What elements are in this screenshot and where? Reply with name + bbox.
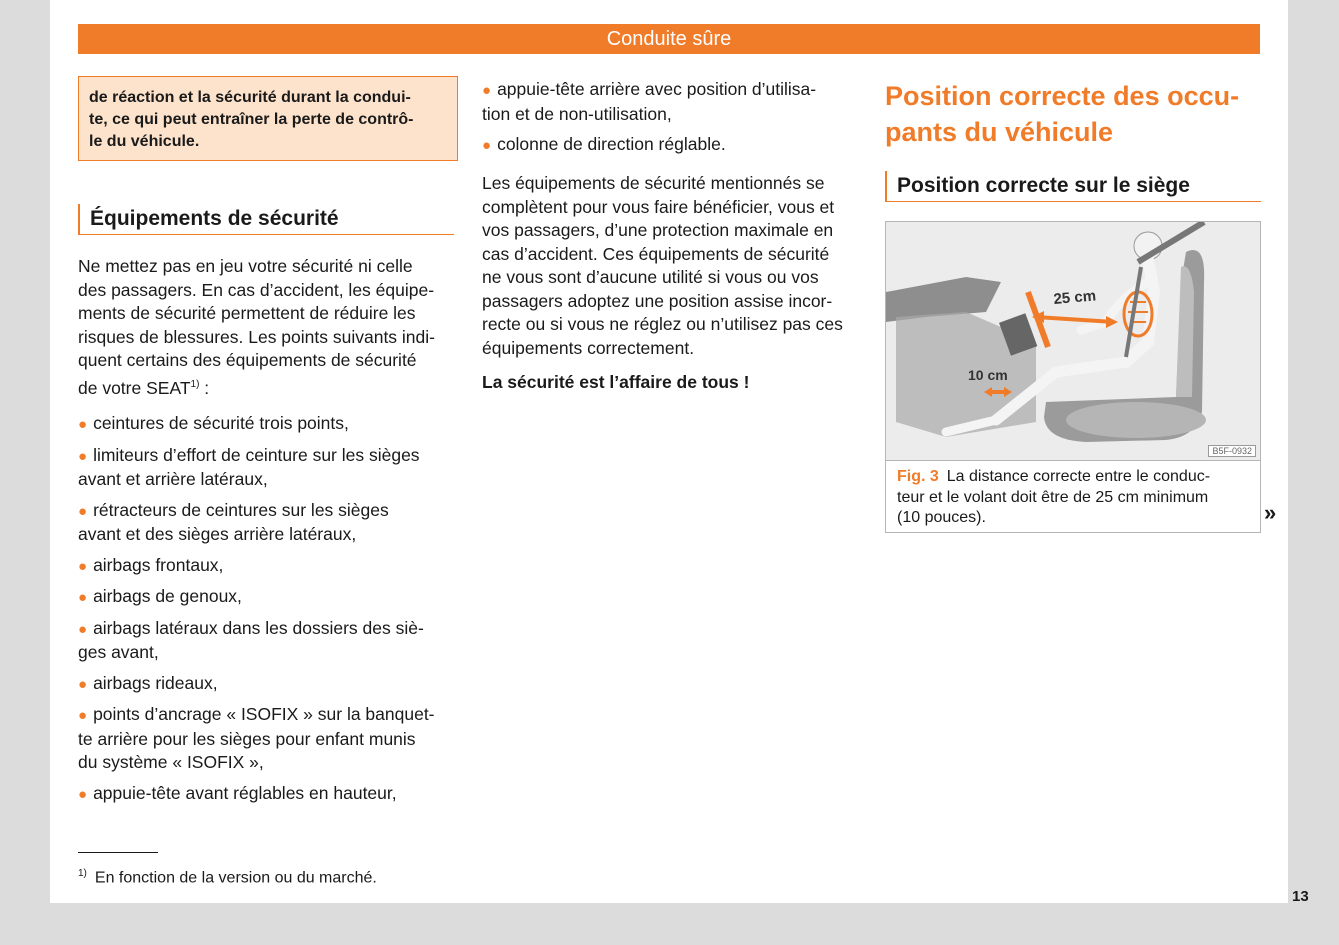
list-item-text: appuie-tête arrière avec position d’utilisa- — [497, 79, 817, 99]
list-item-text: airbags de genoux, — [93, 586, 242, 606]
list-item-text: airbags rideaux, — [93, 672, 218, 693]
list-item-text: airbags latéraux dans les dossiers des siè- — [93, 617, 424, 638]
list-item-text: te arrière pour les sièges pour enfant munis — [78, 728, 416, 749]
bullet-icon: ● — [78, 675, 88, 693]
bullet-icon: ● — [78, 707, 88, 724]
footnote-divider — [78, 852, 158, 853]
footnote-text: En fonction de la version ou du marché. — [94, 869, 377, 887]
text-line: ne vous sont d’aucune utilité si vous ou vos — [482, 267, 819, 287]
caption-line: teur et le volant doit être de 25 cm minimum — [897, 488, 1209, 506]
section-title: Équipements de sécurité — [78, 204, 454, 235]
list-item — [78, 412, 458, 437]
list-item — [482, 133, 862, 158]
list-item-text: limiteurs d’effort de ceinture sur les sièges — [93, 444, 420, 465]
list-item — [78, 672, 458, 697]
distance-label: 25 cm — [1052, 287, 1097, 308]
bullet-icon: ● — [78, 447, 88, 465]
text-line: ments de sécurité permettent de réduire les — [78, 303, 416, 323]
continue-icon: » — [1264, 500, 1277, 525]
list-item-text: avant et arrière latéraux, — [78, 469, 268, 489]
bullet-icon: ● — [78, 785, 88, 803]
list-item — [78, 444, 458, 492]
text-line: recte ou si vous ne réglez ou n’utilisez pas ces — [482, 314, 843, 334]
caption-text: La distance correcte entre le conduc- — [946, 468, 1211, 485]
list-item-text: ceintures de sécurité trois points, — [93, 413, 349, 433]
equipment-list — [78, 412, 458, 813]
text-line-end: : — [199, 377, 210, 398]
bullet-icon: ● — [78, 589, 88, 606]
caption-line — [897, 467, 1242, 488]
text-line: Ne mettez pas en jeu votre sécurité ni celle — [78, 256, 413, 276]
page-number: 13 — [1292, 888, 1309, 905]
text-line: équipements correctement. — [482, 337, 695, 358]
seating-illustration — [886, 222, 1260, 461]
list-item-text: avant et des sièges arrière latéraux, — [78, 524, 357, 544]
figure-label: Fig. 3 — [897, 468, 939, 485]
image-code: B5F-0932 — [1208, 445, 1256, 457]
list-item — [78, 703, 458, 775]
list-item-text: appuie-tête avant réglables en hauteur, — [93, 782, 397, 803]
list-item — [78, 585, 458, 610]
text-line: risques de blessures. Les points suivants indi- — [78, 326, 435, 347]
list-item — [78, 554, 458, 579]
list-item — [482, 78, 862, 126]
list-item — [78, 617, 458, 665]
warning-box — [78, 76, 458, 161]
list-item-text: tion et de non-utilisation, — [482, 103, 672, 124]
list-item — [78, 782, 458, 807]
bullet-icon: ● — [78, 416, 88, 433]
bullet-icon: ● — [78, 620, 88, 638]
seat-diagram — [886, 222, 1260, 460]
bullet-icon: ● — [482, 137, 492, 154]
list-item-text: airbags frontaux, — [93, 554, 224, 575]
safety-paragraph — [482, 172, 862, 360]
text-line: cas d’accident. Ces équipements de sécurité — [482, 243, 830, 264]
list-item-text: du système « ISOFIX », — [78, 752, 264, 772]
bullet-icon: ● — [78, 502, 88, 520]
list-item-text: rétracteurs de ceintures sur les sièges — [93, 499, 389, 520]
main-title — [885, 78, 1261, 150]
footnote-ref[interactable]: 1) — [190, 378, 200, 390]
bold-statement: La sécurité est l’affaire de tous ! — [482, 372, 750, 392]
text-line: Les équipements de sécurité mentionnés se — [482, 173, 825, 193]
chapter-header: Conduite sûre — [78, 24, 1260, 54]
warning-line: le du véhicule. — [89, 133, 200, 150]
bullet-icon: ● — [78, 557, 88, 575]
list-item-text: ges avant, — [78, 642, 159, 662]
distance-label: 10 cm — [968, 367, 1008, 383]
figure-caption — [897, 467, 1242, 529]
text-line: vos passagers, d’une protection maximale en — [482, 220, 834, 240]
intro-paragraph — [78, 255, 458, 400]
text-line-start: de votre SEAT — [78, 377, 191, 398]
figure — [885, 221, 1261, 533]
bullet-icon: ● — [482, 82, 492, 99]
warning-line: te, ce qui peut entraîner la perte de contrô- — [89, 111, 414, 128]
text-line — [78, 373, 458, 400]
main-title-line: Position correcte des occu- — [885, 81, 1240, 111]
equipment-list-cont — [482, 78, 862, 165]
list-item-text: colonne de direction réglable. — [497, 134, 726, 154]
text-line: passagers adoptez une position assise incor- — [482, 290, 833, 311]
footnote-marker: 1) — [78, 868, 87, 879]
text-line: complètent pour vous faire bénéficier, vous et — [482, 196, 835, 217]
caption-line: (10 pouces). — [897, 509, 986, 526]
subsection-title: Position correcte sur le siège — [885, 171, 1261, 202]
footnote — [78, 868, 377, 887]
list-item — [78, 499, 458, 547]
main-title-line: pants du véhicule — [885, 117, 1114, 147]
list-item-text: points d’ancrage « ISOFIX » sur la banquet- — [93, 704, 435, 724]
text-line: quent certains des équipements de sécurité — [78, 350, 417, 370]
text-line: des passagers. En cas d’accident, les équipe- — [78, 279, 435, 300]
warning-line: de réaction et la sécurité durant la condui- — [89, 89, 411, 106]
